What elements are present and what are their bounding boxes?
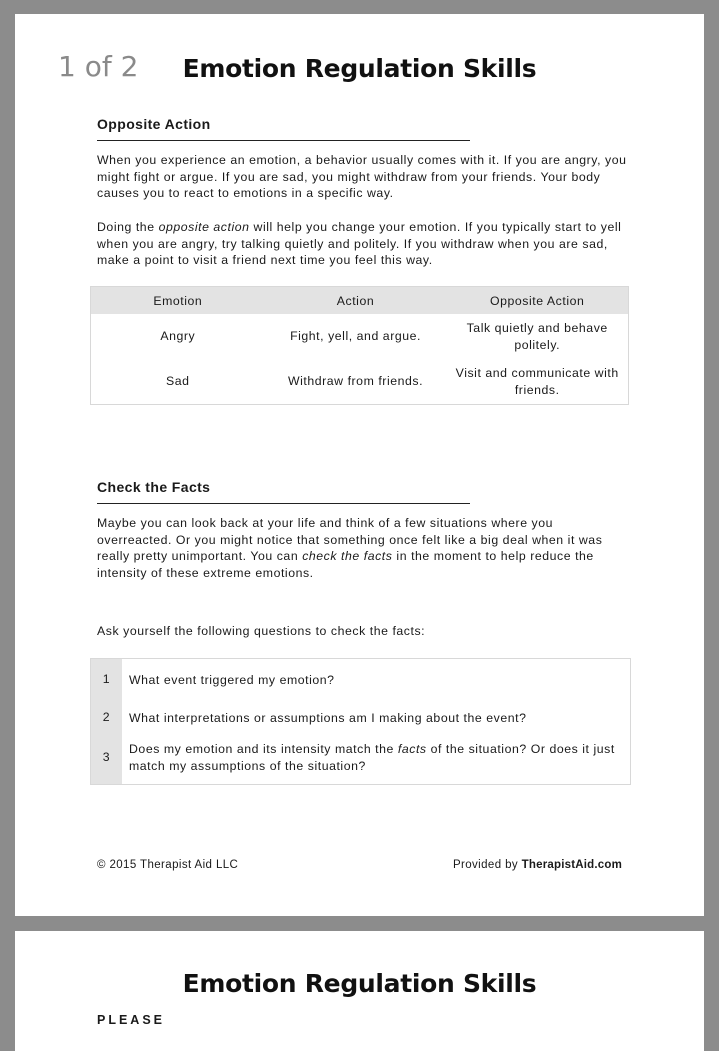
table-cell: Fight, yell, and argue. <box>290 329 421 344</box>
column-header-action: Action <box>265 287 447 315</box>
please-heading: PLEASE <box>97 1013 166 1027</box>
table-row <box>91 359 629 405</box>
table-header-row <box>91 287 629 315</box>
question-number: 1 <box>102 672 111 686</box>
worksheet-page-1 <box>15 14 704 916</box>
page-counter: 1 of 2 <box>58 50 139 83</box>
question-number: 3 <box>102 750 111 764</box>
check-facts-heading: Check the Facts <box>97 479 211 495</box>
emphasis-check-the-facts: check the facts <box>302 549 393 564</box>
provider-link[interactable]: TherapistAid.com <box>521 859 622 871</box>
question-number: 2 <box>102 710 111 724</box>
table-row <box>91 314 629 359</box>
section-divider <box>97 503 470 504</box>
table-cell: Sad <box>166 374 190 389</box>
table-cell: Angry <box>160 329 196 344</box>
column-header-emotion: Emotion <box>91 287 265 315</box>
opposite-action-table <box>90 286 629 405</box>
question-text: What interpretations or assumptions am I making about the event? <box>129 711 527 725</box>
check-facts-intro: Ask yourself the following questions to check the facts: <box>97 624 426 638</box>
questions-list <box>90 658 631 785</box>
column-header-opposite-action: Opposite Action <box>446 287 628 315</box>
emphasis-facts: facts <box>397 742 427 756</box>
copyright-notice: © 2015 Therapist Aid LLC <box>97 859 239 871</box>
opposite-action-heading: Opposite Action <box>97 116 211 132</box>
question-text: What event triggered my emotion? <box>129 673 335 687</box>
page-title: Emotion Regulation Skills <box>182 54 537 83</box>
provided-by: Provided by TherapistAid.com <box>452 859 622 871</box>
opposite-action-paragraph-1: When you experience an emotion, a behavior usually comes with it. If you are angry, you might fight or argue. If you are sad, you might withdraw from your friends. Your body causes you to react to emotions in a specific way. <box>97 153 627 201</box>
emphasis-opposite-action: opposite action <box>158 220 250 234</box>
page-title: Emotion Regulation Skills <box>182 969 537 998</box>
table-cell: Talk quietly and behave politely. <box>466 321 608 352</box>
check-facts-paragraph: Maybe you can look back at your life and think of a few situations where you overreacted. Or you might notice that something once felt like a big deal when it was really pretty unimportant. You can check the facts in the moment to help reduce the intensity of these extreme emotions. <box>97 516 603 581</box>
worksheet-page-2 <box>15 931 704 1051</box>
table-cell: Visit and communicate with friends. <box>455 366 619 397</box>
opposite-action-paragraph-2: Doing the opposite action will help you change your emotion. If you typically start to yell when you are angry, try talking quietly and politely. If you withdraw when you are sad, make a point to visit a friend next time you feel this way. <box>97 220 622 268</box>
table-cell: Withdraw from friends. <box>287 374 424 389</box>
section-divider <box>97 140 470 141</box>
question-text: Does my emotion and its intensity match the facts of the situation? Or does it just match my assumptions of the situation? <box>129 742 615 773</box>
